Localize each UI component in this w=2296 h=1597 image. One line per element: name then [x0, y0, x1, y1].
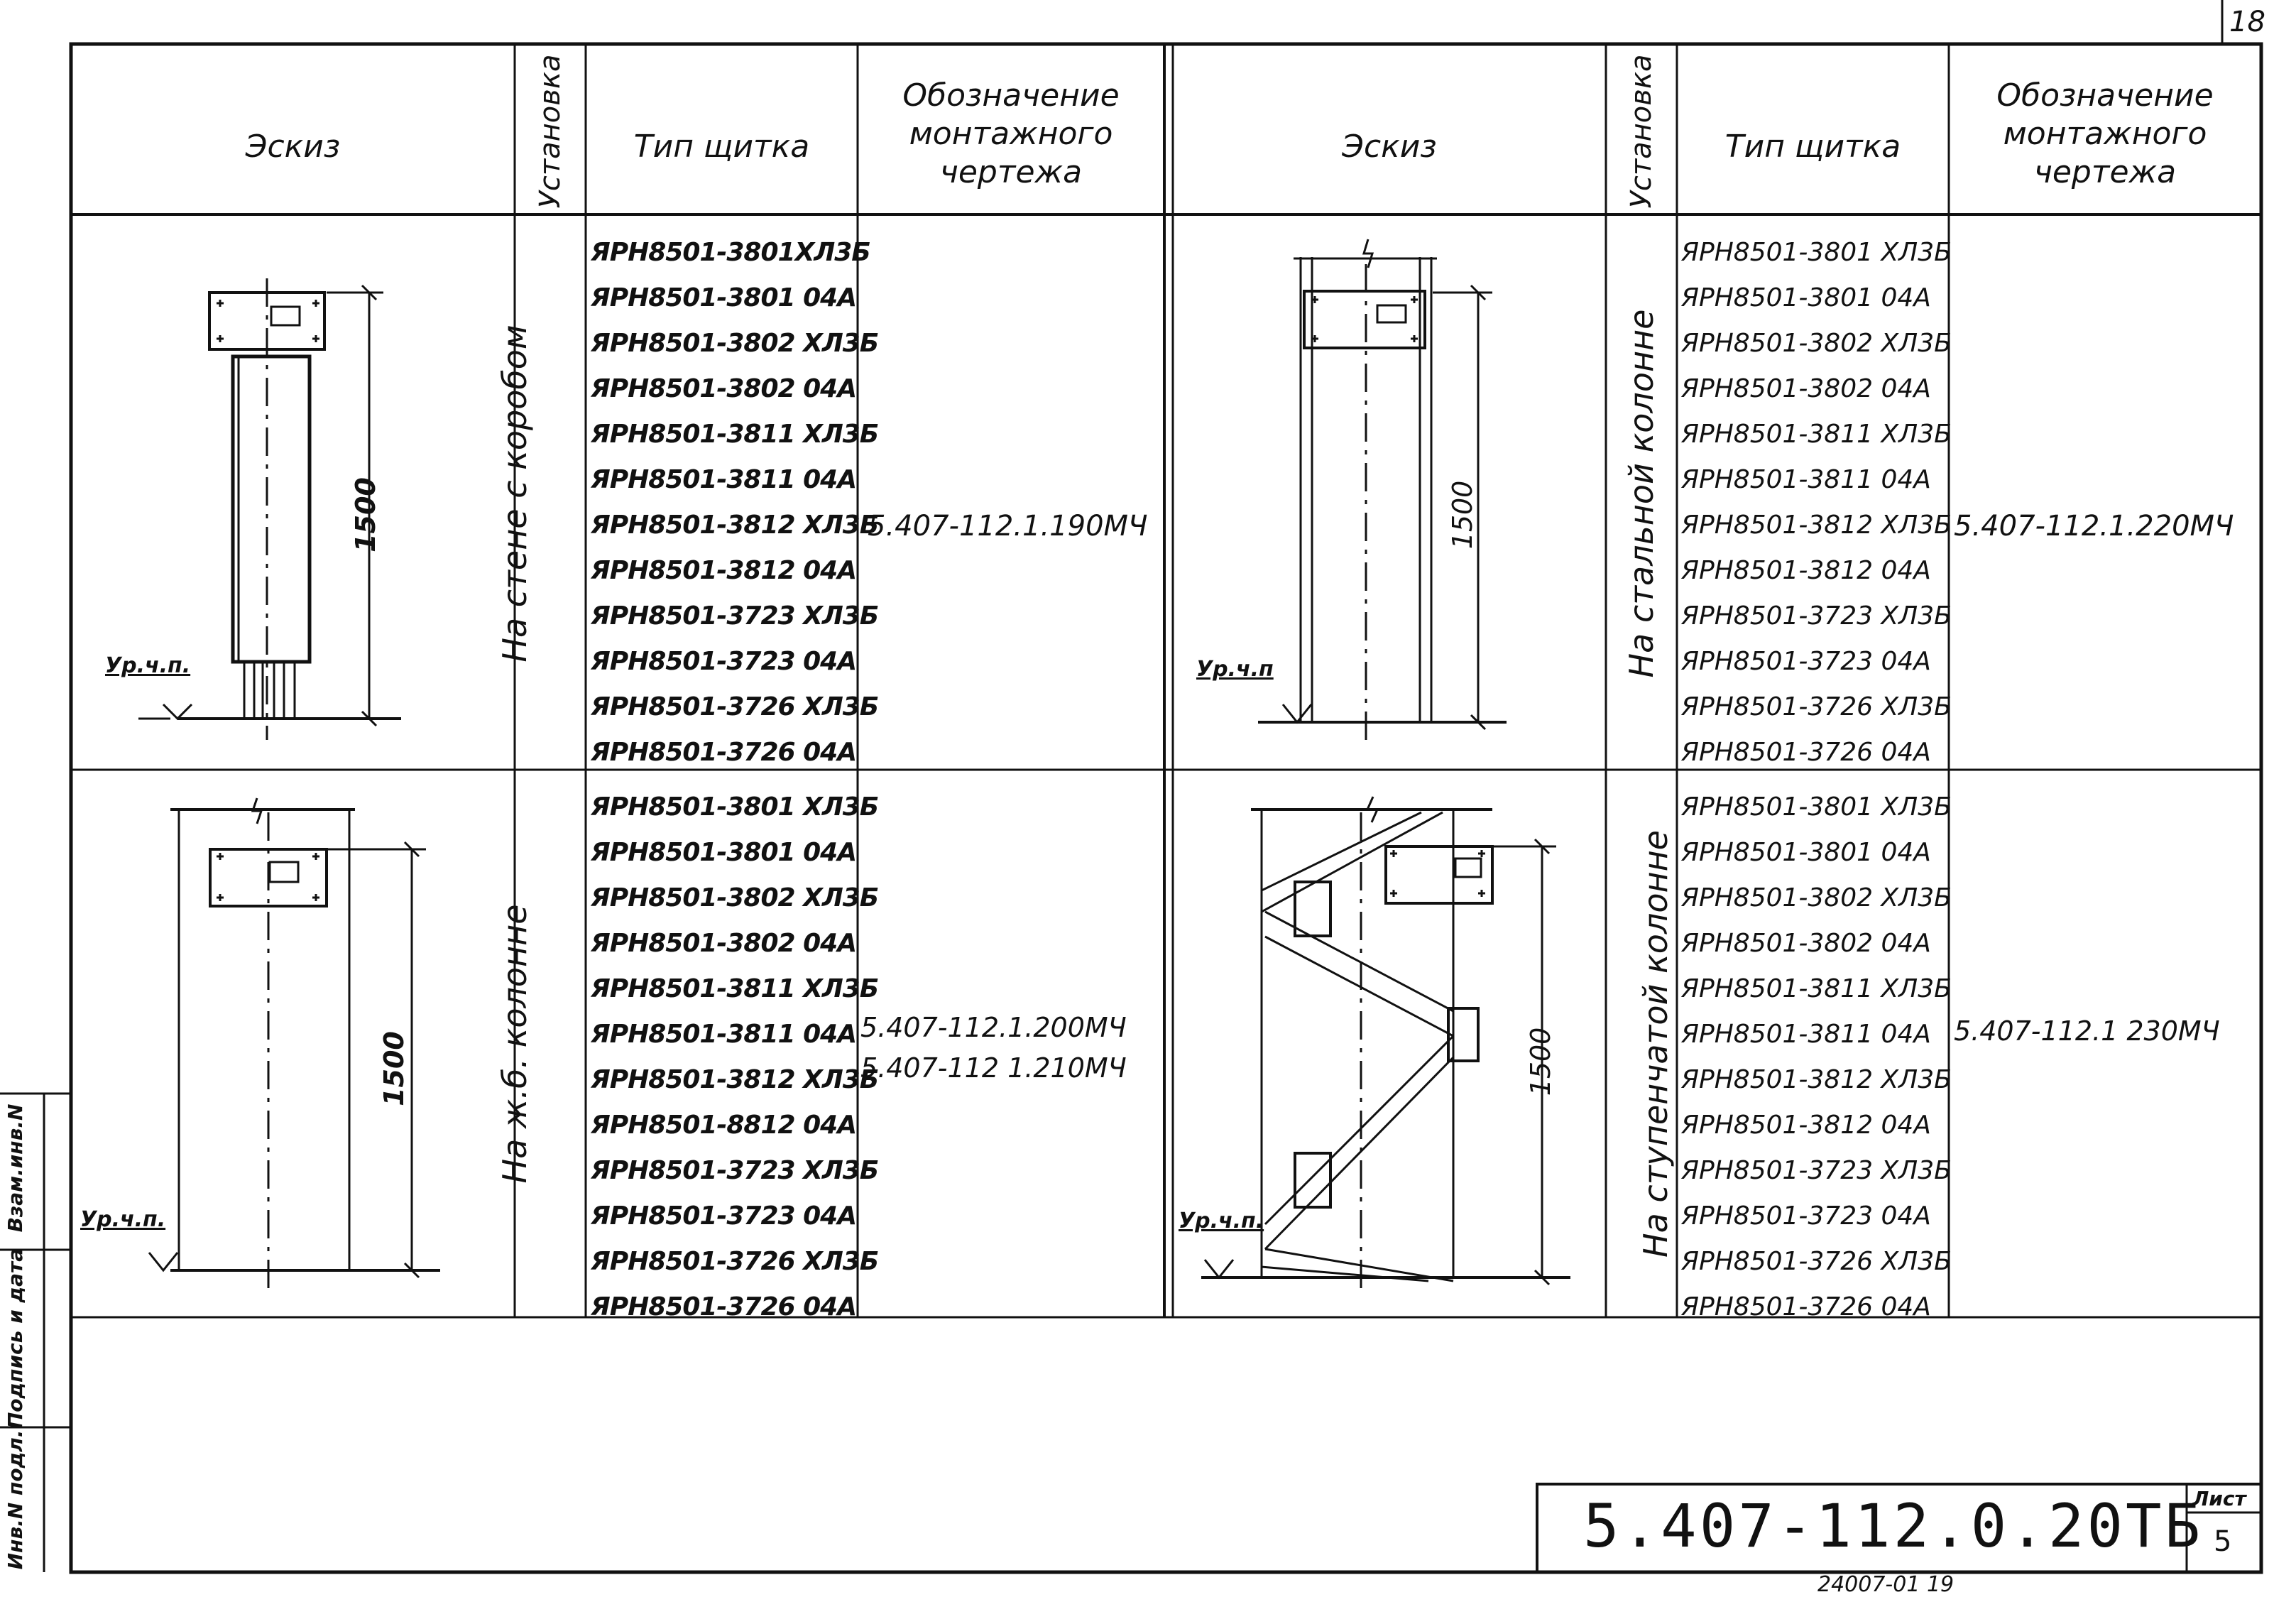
panel-type: ЯРН8501-3723 04А [1681, 647, 1931, 676]
header-designation-line: Обозначение [1996, 77, 2214, 114]
sketch4-floor-level: Ур.ч.п. [1179, 1209, 1264, 1233]
drawing-ref-wall-with-duct: 5.407-112.1.190МЧ [868, 510, 1148, 543]
drawing-ref-concrete-column-2: 5.407-112 1.210МЧ [860, 1052, 1127, 1084]
sheet-number: 5 [2214, 1525, 2232, 1558]
panel-type: ЯРН8501-3726 04А [591, 738, 857, 767]
sketch-steel-column [1173, 214, 1606, 770]
panel-type: ЯРН8501-3802 04А [591, 929, 857, 958]
panel-type: ЯРН8501-3723 04А [591, 647, 857, 676]
stamp-original-inventory: Инв.N подл. [4, 1429, 27, 1570]
panel-type: ЯРН8501-3726 04А [1681, 738, 1931, 767]
panel-type: ЯРН8501-3812 04А [1681, 556, 1931, 585]
sketch-wall-with-duct [71, 214, 515, 770]
panel-type: ЯРН8501-3723 ХЛ3Б [591, 601, 879, 631]
header-designation-line: чертежа [939, 154, 1083, 190]
stamp-signature-date: Подпись и дата [4, 1248, 27, 1429]
header-designation-left [858, 77, 1164, 192]
panel-type: ЯРН8501-3801ХЛ3Б [591, 238, 870, 267]
header-panel-type-left: Тип щитка [633, 129, 810, 165]
panel-type: ЯРН8501-3802 ХЛ3Б [1681, 883, 1952, 912]
drawing-ref-stepped-column: 5.407-112.1 230МЧ [1954, 1015, 2220, 1047]
header-designation-line: монтажного [909, 116, 1113, 152]
panel-type: ЯРН8501-3802 ХЛ3Б [591, 883, 879, 912]
panel-type: ЯРН8501-3726 ХЛ3Б [1681, 1247, 1952, 1276]
installation-steel-column: На стальной колонне [1622, 309, 1661, 678]
panel-type: ЯРН8501-3801 04А [1681, 283, 1931, 312]
panel-type: ЯРН8501-3723 04А [1681, 1201, 1931, 1231]
header-designation-line: монтажного [2003, 116, 2207, 152]
panel-type: ЯРН8501-3723 ХЛ3Б [591, 1156, 879, 1185]
sketch2-floor-level: Ур.ч.п [1196, 657, 1274, 682]
panel-type: ЯРН8501-3811 ХЛ3Б [1681, 974, 1952, 1003]
header-sketch-right: Эскиз [1342, 129, 1437, 165]
panel-type: ЯРН8501-3802 ХЛ3Б [591, 329, 879, 358]
panel-type: ЯРН8501-3811 04А [1681, 1020, 1931, 1049]
panel-type: ЯРН8501-3802 04А [1681, 929, 1931, 958]
panel-type: ЯРН8501-3801 04А [591, 283, 857, 312]
header-installation-right: Установка [1625, 54, 1658, 209]
installation-concrete-column: На ж.б. колонне [496, 904, 534, 1184]
header-sketch-left: Эскиз [245, 129, 341, 165]
header-designation-right [1949, 77, 2261, 192]
panel-type: ЯРН8501-3812 ХЛ3Б [1681, 511, 1952, 540]
sheet-corner-number: 18 [2229, 6, 2265, 38]
sketch4-dimension: 1500 [1525, 1027, 1556, 1096]
panel-type: ЯРН8501-3802 ХЛ3Б [1681, 329, 1952, 358]
panel-type: ЯРН8501-3801 04А [591, 838, 857, 867]
panel-type-list-wall-with-duct [591, 230, 878, 775]
panel-type-list-stepped-column [1681, 785, 1952, 1330]
panel-type: ЯРН8501-3801 04А [1681, 838, 1931, 867]
sketch3-floor-level: Ур.ч.п. [80, 1207, 166, 1232]
panel-type: ЯРН8501-3802 04А [1681, 374, 1931, 403]
header-panel-type-right: Тип щитка [1724, 129, 1901, 165]
panel-type: ЯРН8501-3726 ХЛ3Б [591, 1247, 879, 1276]
archive-number: 24007-01 19 [1817, 1572, 1955, 1597]
panel-type: ЯРН8501-3811 04А [1681, 465, 1931, 494]
panel-type: ЯРН8501-3811 ХЛ3Б [1681, 420, 1952, 449]
document-code: 5.407-112.0.20ТБ [1583, 1491, 2204, 1561]
panel-type: ЯРН8501-3811 ХЛ3Б [591, 974, 879, 1003]
sheet-label: Лист [2192, 1487, 2246, 1510]
panel-type: ЯРН8501-3726 04А [1681, 1292, 1931, 1321]
panel-type-list-steel-column [1681, 230, 1952, 775]
stamp-replacement-inventory: Взам.инв.N [4, 1103, 27, 1233]
panel-type: ЯРН8501-3811 04А [591, 465, 857, 494]
header-designation-line: чертежа [2033, 154, 2177, 190]
sketch3-dimension: 1500 [378, 1031, 410, 1106]
drawing-ref-steel-column: 5.407-112.1.220МЧ [1954, 510, 2234, 543]
panel-type: ЯРН8501-3812 ХЛ3Б [1681, 1065, 1952, 1094]
panel-type: ЯРН8501-3812 04А [591, 556, 857, 585]
panel-type-list-concrete-column [591, 785, 878, 1330]
panel-type: ЯРН8501-3811 ХЛ3Б [591, 420, 879, 449]
sketch1-floor-level: Ур.ч.п. [105, 653, 191, 678]
header-designation-line: Обозначение [902, 77, 1120, 114]
header-installation-left: Установка [534, 54, 567, 209]
panel-type: ЯРН8501-3812 ХЛ3Б [591, 1065, 879, 1094]
sketch-concrete-column [71, 770, 515, 1317]
panel-type: ЯРН8501-3811 04А [591, 1020, 857, 1049]
panel-type: ЯРН8501-3726 04А [591, 1292, 857, 1321]
panel-type: ЯРН8501-3801 ХЛ3Б [1681, 792, 1952, 822]
panel-type: ЯРН8501-3726 ХЛ3Б [591, 692, 879, 721]
sketch2-dimension: 1500 [1447, 480, 1478, 550]
panel-type: ЯРН8501-3812 ХЛ3Б [591, 511, 879, 540]
panel-type: ЯРН8501-3723 04А [591, 1201, 857, 1231]
panel-type: ЯРН8501-3723 ХЛ3Б [1681, 601, 1952, 631]
installation-stepped-column: На ступенчатой колонне [1636, 830, 1675, 1258]
panel-type: ЯРН8501-3723 ХЛ3Б [1681, 1156, 1952, 1185]
panel-type: ЯРН8501-3801 ХЛ3Б [591, 792, 879, 822]
panel-type: ЯРН8501-3812 04А [1681, 1111, 1931, 1140]
sketch1-dimension: 1500 [350, 477, 381, 552]
panel-type: ЯРН8501-3726 ХЛ3Б [1681, 692, 1952, 721]
installation-wall-with-duct: На стене с коробом [496, 325, 534, 663]
panel-type: ЯРН8501-8812 04А [591, 1111, 857, 1140]
panel-type: ЯРН8501-3802 04А [591, 374, 857, 403]
panel-type: ЯРН8501-3801 ХЛ3Б [1681, 238, 1952, 267]
drawing-ref-concrete-column-1: 5.407-112.1.200МЧ [860, 1012, 1127, 1043]
